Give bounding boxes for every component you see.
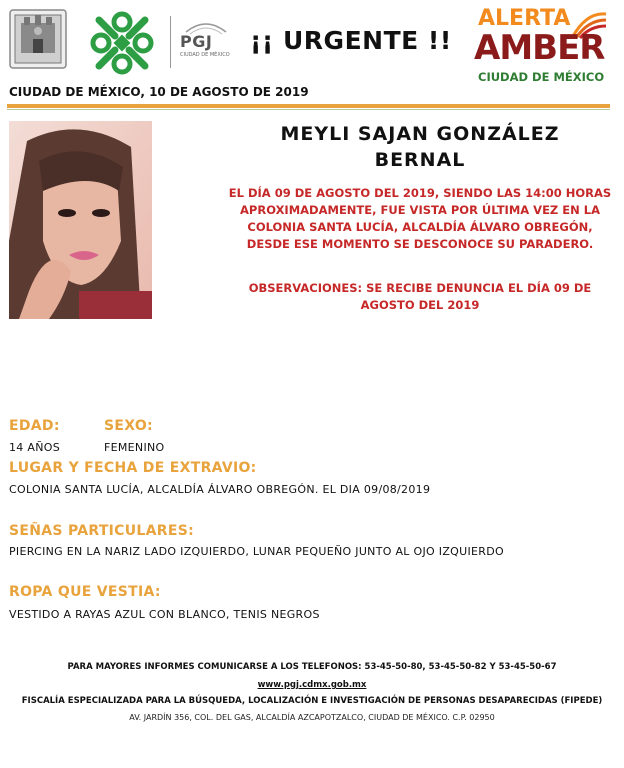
alerta-wordmark: ALERTA — [478, 6, 571, 31]
header — [0, 0, 624, 90]
place-value: COLONIA SANTA LUCÍA, ALCALDÍA ÁLVARO OBREGÓN. EL DIA 09/08/2019 — [9, 483, 431, 496]
urgent-title: ¡¡ URGENTE !! — [250, 26, 452, 55]
header-divider-thin — [7, 109, 610, 110]
cdmx-logo-icon — [85, 6, 159, 80]
pgj-wordmark: PGJ — [180, 32, 213, 51]
disappearance-description: EL DÍA 09 DE AGOSTO DEL 2019, SIENDO LAS 14:00 HORAS APROXIMADAMENTE, FUE VISTA POR ÚLTIMA VEZ EN LA COLONIA SANTA LUCÍA, ALCALDÍA ÁLVARO OBREGÓN, DESDE ESE MOMENTO SE DESCONOCE SU PARADERO. — [228, 186, 612, 251]
name-line-1: MEYLI SAJAN GONZÁLEZ — [280, 123, 560, 145]
missing-person-name — [232, 121, 608, 173]
clothes-value: VESTIDO A RAYAS AZUL CON BLANCO, TENIS NEGROS — [9, 608, 320, 621]
sex-label: SEXO: — [104, 418, 153, 434]
missing-person-photo — [9, 121, 152, 319]
marks-label: SEÑAS PARTICULARES: — [9, 523, 194, 539]
agency-name: FISCALÍA ESPECIALIZADA PARA LA BÚSQUEDA, LOCALIZACIÓN E INVESTIGACIÓN DE PERSONAS DESAPARECIDAS (FIPEDE) — [21, 696, 603, 706]
shield-logo-icon — [9, 9, 67, 69]
clothes-label: ROPA QUE VESTIA: — [9, 584, 161, 600]
contact-phones: PARA MAYORES INFORMES COMUNICARSE A LOS TELEFONOS: 53-45-50-80, 53-45-50-82 Y 53-45-50-67 — [67, 662, 557, 672]
name-line-2: BERNAL — [374, 149, 466, 171]
alert-city-label: CIUDAD DE MÉXICO — [478, 70, 605, 84]
age-value: 14 AÑOS — [9, 441, 60, 454]
marks-value: PIERCING EN LA NARIZ LADO IZQUIERDO, LUNAR PEQUEÑO JUNTO AL OJO IZQUIERDO — [9, 545, 504, 558]
website-link[interactable]: www.pgj.cdmx.gob.mx — [257, 680, 367, 690]
sex-value: FEMENINO — [104, 441, 165, 454]
observations: OBSERVACIONES: SE RECIBE DENUNCIA EL DÍA 09 DE AGOSTO DEL 2019 — [248, 281, 592, 312]
pgj-subtitle: CIUDAD DE MÉXICO — [180, 52, 230, 58]
age-label: EDAD: — [9, 418, 60, 434]
amber-wordmark: AMBER — [474, 28, 605, 68]
agency-address: AV. JARDÍN 356, COL. DEL GAS, ALCALDÍA AZCAPOTZALCO, CIUDAD DE MÉXICO. C.P. 02950 — [129, 713, 495, 722]
header-divider — [7, 104, 610, 108]
header-separator — [170, 16, 171, 68]
date-line: CIUDAD DE MÉXICO, 10 DE AGOSTO DE 2019 — [9, 85, 309, 99]
place-label: LUGAR Y FECHA DE EXTRAVIO: — [9, 460, 257, 476]
